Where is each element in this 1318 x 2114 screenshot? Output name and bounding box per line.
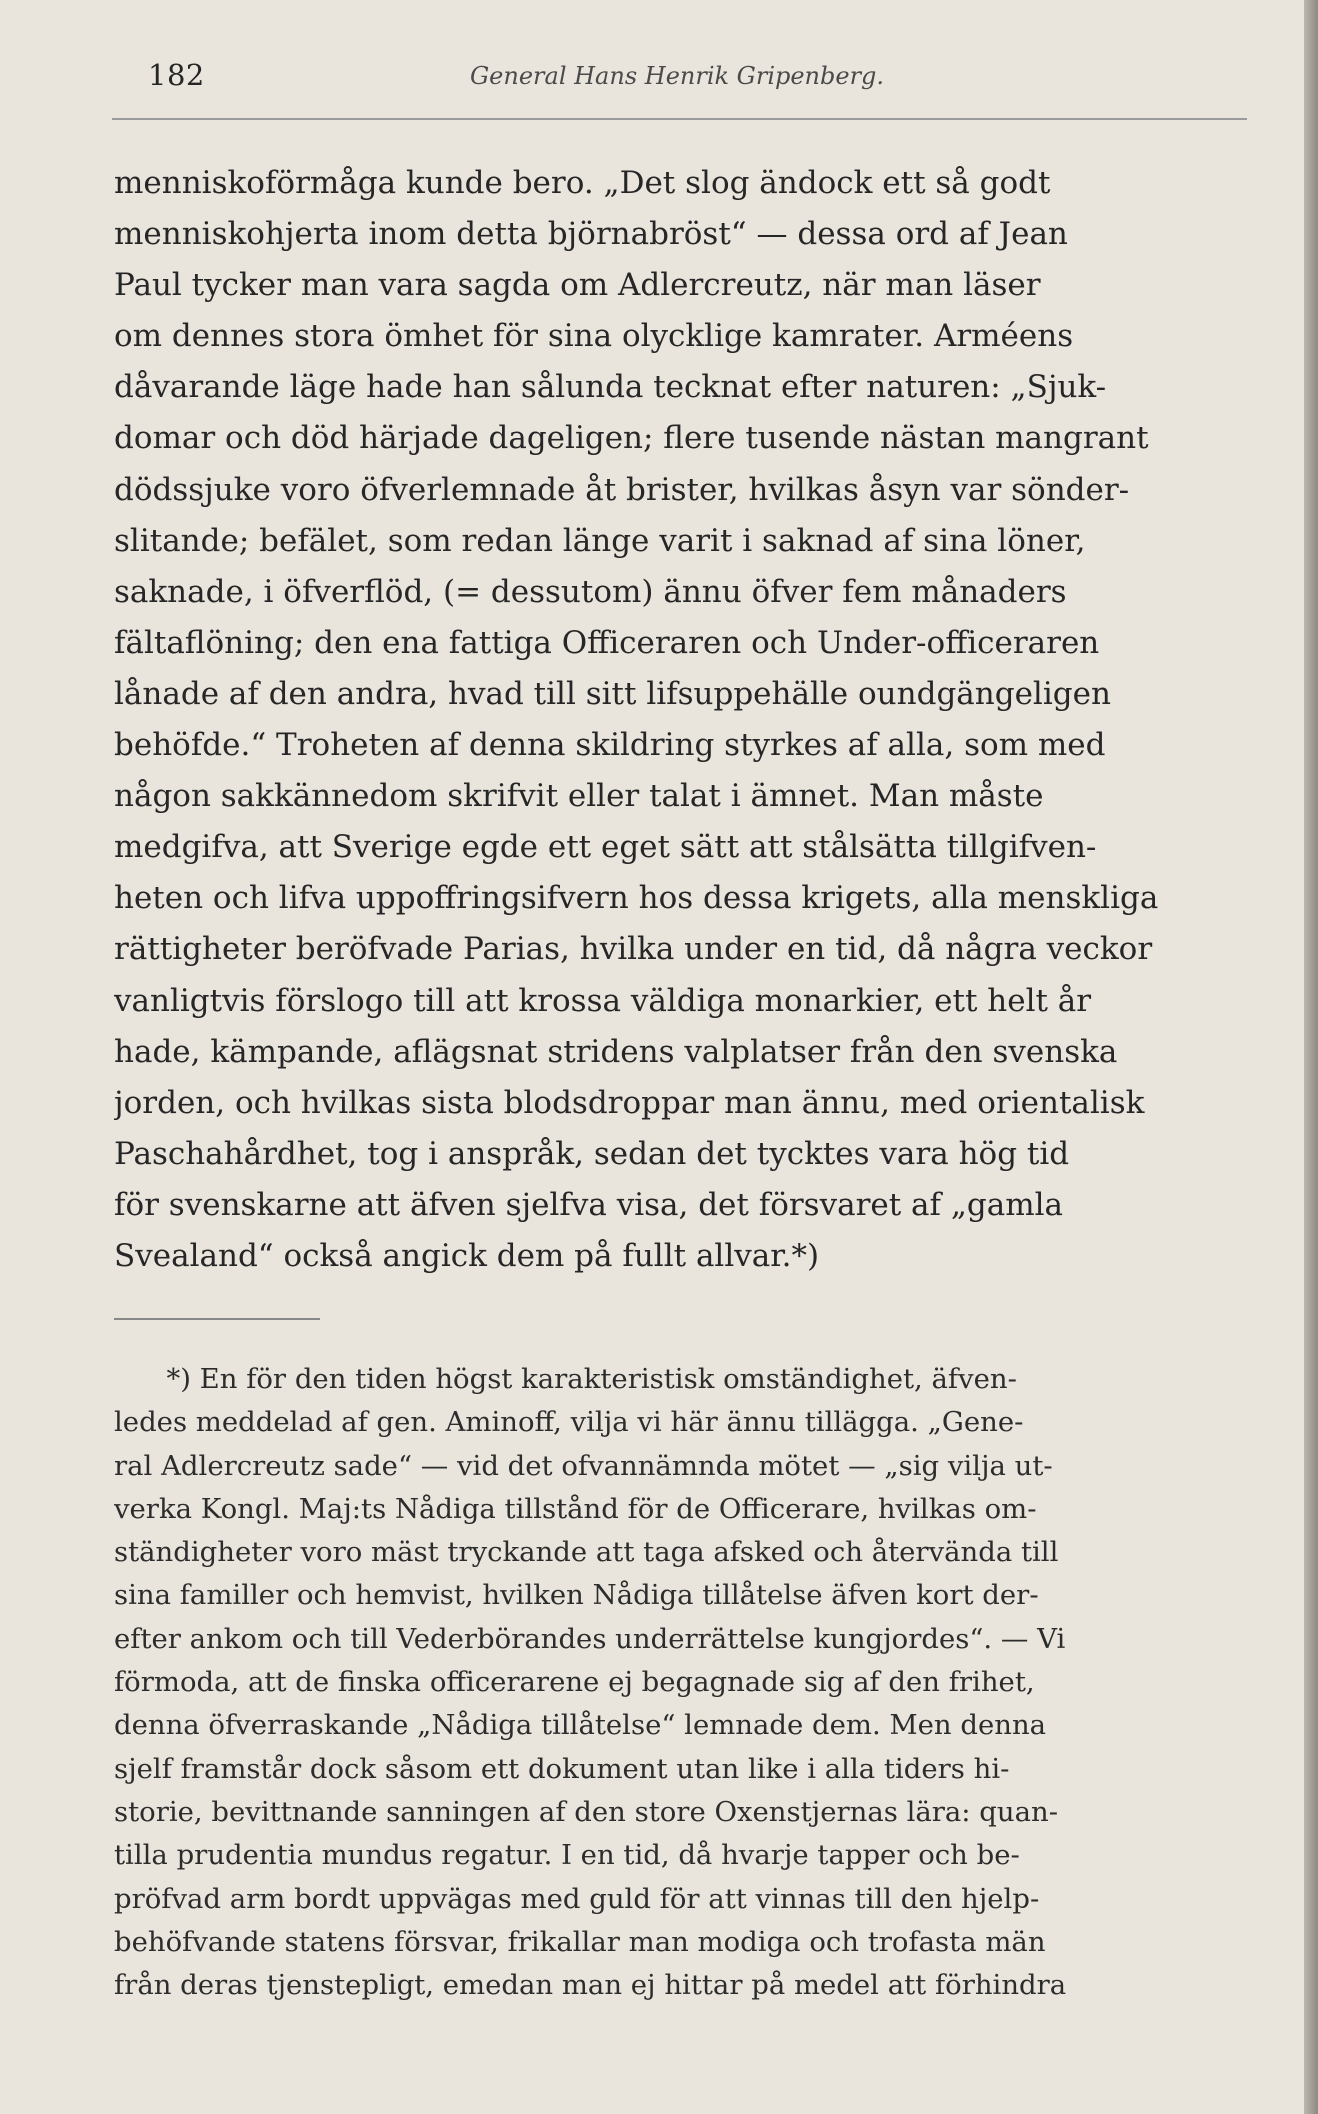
body-line: Svealand“ också angick dem på fullt allvar.*) [114,1237,820,1274]
body-line: Paschahårdhet, tog i anspråk, sedan det tycktes vara hög tid [114,1135,1070,1172]
footnote-line: ständigheter voro mäst tryckande att taga afsked och återvända till [114,1536,1059,1569]
body-line: fältaflöning; den ena fattiga Officeraren och Under-officeraren [114,624,1100,661]
body-line: vanligtvis förslogo till att krossa väldiga monarkier, ett helt år [114,982,1092,1019]
body-line: menniskoförmåga kunde bero. „Det slog ändock ett så godt [114,165,1051,201]
body-line: heten och lifva uppoffringsifvern hos dessa krigets, alla menskliga [114,880,1159,917]
page-number: 182 [148,58,205,92]
body-line: lånade af den andra, hvad till sitt lifsuppehälle oundgängeligen [114,675,1111,712]
page-edge-shadow [1304,0,1318,2114]
footnote-line: verka Kongl. Maj:ts Nådiga tillstånd för de Officerare, hvilkas om- [114,1492,1037,1525]
footnote-line: sina familler och hemvist, hvilken Nådiga tillåtelse äfven kort der- [114,1579,1039,1612]
body-text [114,158,1246,1282]
running-head: General Hans Henrik Gripenberg. [470,62,885,90]
footnote-line: storie, bevittnande sanningen af den store Oxenstjernas lära: quan- [114,1795,1059,1828]
footnote [114,1358,1254,2007]
footnote-rule [114,1318,320,1320]
body-line: slitande; befälet, som redan länge varit i saknad af sina löner, [114,522,1086,559]
header-rule [112,118,1247,120]
body-line: för svenskarne att äfven sjelfva visa, det försvaret af „gamla [114,1186,1064,1223]
body-line: medgifva, att Sverige egde ett eget sätt att stålsätta tillgifven- [114,829,1097,866]
body-line: dödssjuke voro öfverlemnade åt brister, hvilkas åsyn var sönder- [114,471,1130,508]
body-line: dåvarande läge hade han sålunda tecknat efter naturen: „Sjuk- [114,369,1107,406]
body-line: hade, kämpande, aflägsnat stridens valplatser från den svenska [114,1033,1118,1070]
footnote-line: ledes meddelad af gen. Aminoff, vilja vi här ännu tillägga. „Gene- [114,1406,1024,1439]
footnote-line: behöfvande statens försvar, frikallar man modiga och trofasta män [114,1925,1046,1958]
footnote-line: förmoda, att de finska officerarene ej begagnade sig af den frihet, [114,1666,1035,1699]
footnote-line: tilla prudentia mundus regatur. I en tid, då hvarje tapper och be- [114,1839,1020,1872]
body-line: saknade, i öfverflöd, (= dessutom) ännu öfver fem månaders [114,573,1067,610]
body-line: om dennes stora ömhet för sina olycklige kamrater. Arméens [114,318,1074,355]
footnote-line: pröfvad arm bordt uppvägas med guld för att vinnas till den hjelp- [114,1882,1040,1915]
body-line: jorden, och hvilkas sista blodsdroppar man ännu, med orientalisk [114,1084,1145,1121]
body-line: Paul tycker man vara sagda om Adlercreutz, när man läser [114,267,1041,304]
footnote-line: sjelf framstår dock såsom ett dokument utan like i alla tiders hi- [114,1752,1010,1785]
body-line: domar och död härjade dageligen; flere tusende nästan mangrant [114,420,1149,457]
body-line: rättigheter beröfvade Parias, hvilka under en tid, då några veckor [114,931,1153,968]
body-line: någon sakkännedom skrifvit eller talat i ämnet. Man måste [114,778,1044,815]
body-line: menniskohjerta inom detta björnabröst“ — dessa ord af Jean [114,216,1068,253]
body-line: behöfde.“ Troheten af denna skildring styrkes af alla, som med [114,727,1106,764]
footnote-line: efter ankom och till Vederbörandes underrättelse kungjordes“. — Vi [114,1622,1066,1655]
footnote-line: denna öfverraskande „Nådiga tillåtelse“ lemnade dem. Men denna [114,1709,1047,1742]
footnote-line: *) En för den tiden högst karakteristisk omständighet, äfven- [114,1363,1017,1395]
footnote-line: ral Adlercreutz sade“ — vid det ofvannämnda mötet — „sig vilja ut- [114,1449,1053,1482]
footnote-line: från deras tjenstepligt, emedan man ej hittar på medel att förhindra [114,1969,1067,2002]
